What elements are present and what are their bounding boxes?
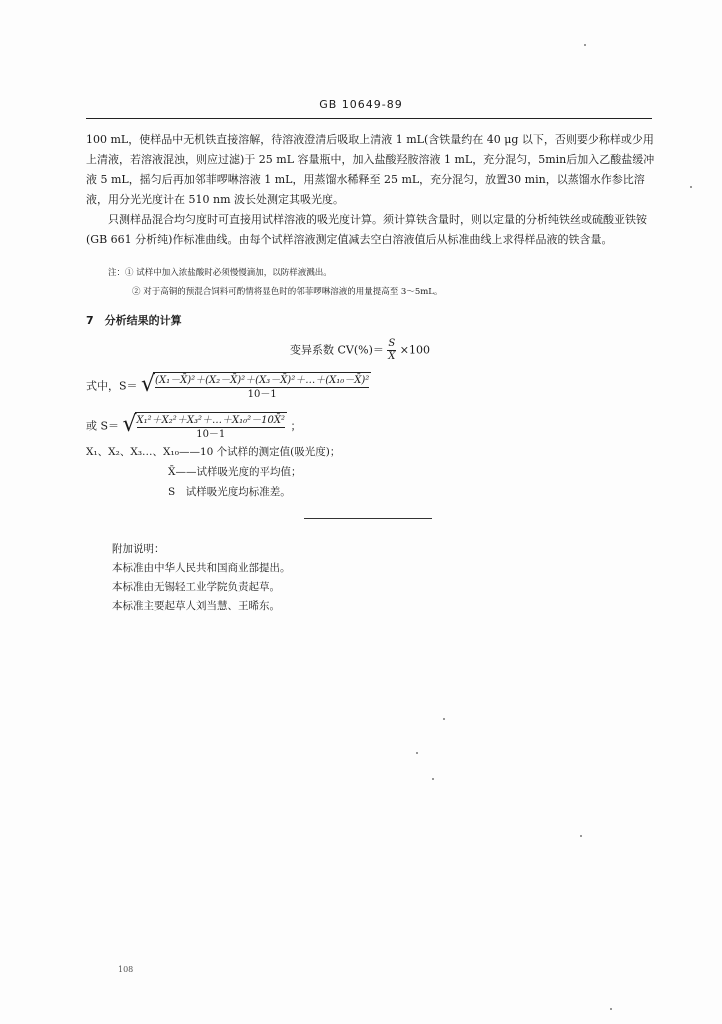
scan-speck (584, 44, 586, 46)
scan-speck (580, 835, 582, 837)
page-number: 108 (118, 965, 134, 974)
variable-definition-xbar: X̄——试样吸光度的平均值； (168, 466, 302, 478)
header-rule (86, 118, 652, 119)
standard-code-header: GB 10649-89 (319, 98, 403, 111)
paragraph-procedure: 100 mL，使样品中无机铁直接溶解，待溶液澄清后吸取上清液 1 mL(含铁量约在 40 μg 以下，否则要少称样或少用上清液，若溶液混浊，则应过滤)于 25 mL 容量瓶中，加入盐酸羟胺溶液 1 mL，充分混匀，5min后加入乙酸盐缓冲液 5 mL，摇匀后再加邻菲啰啉溶液 1 mL，用蒸馏水稀释至 25 mL，充分混匀，放置30 min，以蒸馏水作参比溶液，用分光光度计在 510 nm 波长处测定其吸光度。 (86, 133, 655, 206)
std-dev-formula-2 (86, 412, 301, 441)
cv-numerator: S (388, 338, 396, 349)
cv-formula-left: 变异系数 CV(%)＝ (290, 343, 384, 357)
std-dev-formula-1-prefix: 式中，S＝ (86, 379, 138, 393)
variable-definition-s: S 试样吸光度均标准差。 (168, 486, 291, 498)
addendum-line-2: 本标准由无锡轻工业学院负责起草。 (112, 581, 280, 593)
cv-formula (290, 338, 430, 363)
paragraph-calculation-method: 只测样品混合均匀度时可直接用试样溶液的吸光度计算。须计算铁含量时，则以定量的分析纯铁丝或硫酸亚铁铵(GB 661 分析纯)作标准曲线。由每个试样溶液测定值减去空白溶液值后从标准曲线上求得样品液的铁含量。 (86, 213, 647, 246)
cv-formula-right: ×100 (399, 343, 430, 357)
std-dev-2-denominator: 10－1 (196, 429, 226, 440)
std-dev-1-numerator: √ (X₁－X̄)²＋(X₂－X̄)²＋(X₃－X̄)²＋…＋(X₁₀－X̄)² (155, 375, 370, 386)
std-dev-1-denominator: 10－1 (247, 389, 277, 400)
std-dev-2-numerator: √ X₁²＋X₂²＋X₃²＋…＋X₁₀²－10X̄² (136, 415, 285, 426)
note-2: ② 对于高铜的预混合饲料可酌情将显色时的邻菲啰啉溶液的用量提高至 3～5mL。 (132, 287, 443, 297)
cv-fraction (387, 338, 396, 363)
cv-denominator: X (388, 351, 396, 362)
std-dev-formula-2-prefix: 或 S＝ (86, 419, 120, 433)
scan-speck (690, 186, 692, 188)
variable-definition-x: X₁、X₂、X₃…、X₁₀——10 个试样的测定值(吸光度)； (86, 446, 341, 458)
scan-speck (443, 718, 445, 720)
std-dev-radical-2 (123, 412, 287, 441)
scan-speck (416, 752, 418, 754)
std-dev-radical-1 (141, 372, 371, 401)
addendum-line-1: 本标准由中华人民共和国商业部提出。 (112, 562, 291, 574)
scan-speck (610, 1008, 612, 1010)
section-divider (304, 518, 432, 519)
scan-speck (432, 778, 434, 780)
addendum-title: 附加说明： (112, 543, 165, 555)
section-heading: 7 分析结果的计算 (86, 314, 182, 327)
addendum-line-3: 本标准主要起草人刘当慧、王晞东。 (112, 600, 280, 612)
std-dev-formula-1 (86, 372, 371, 401)
std-dev-formula-2-suffix: ； (290, 419, 302, 433)
note-1: 注：① 试样中加入浓盐酸时必须慢慢滴加，以防样液溅出。 (108, 268, 332, 278)
